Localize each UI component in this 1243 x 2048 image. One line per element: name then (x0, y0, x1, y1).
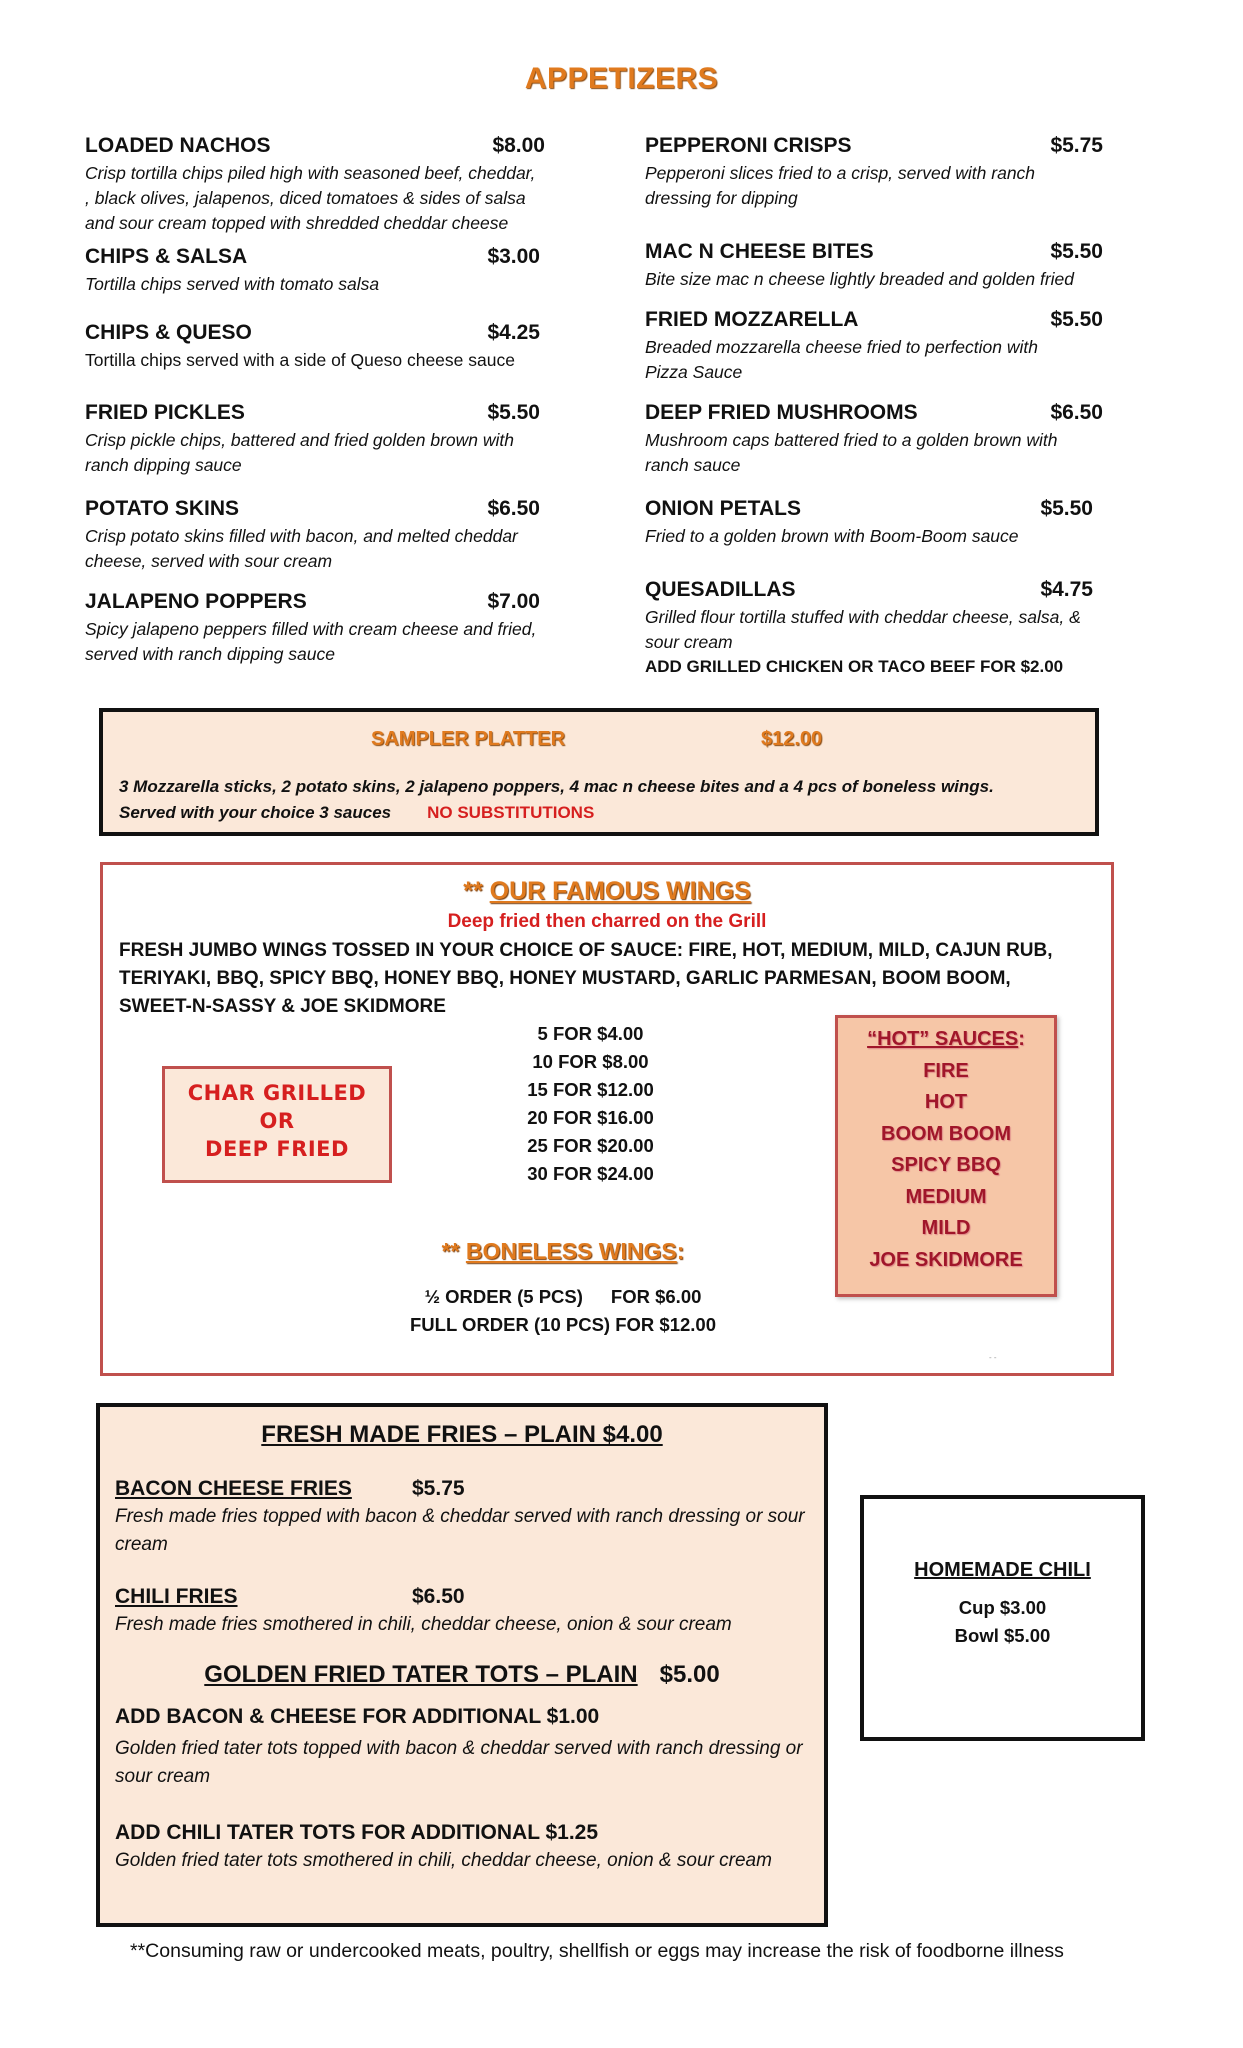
hot-sauce-item: FIRE (923, 1059, 969, 1082)
menu-item-deep-fried-mushrooms (645, 401, 1103, 478)
item-header (645, 308, 1103, 332)
sampler-description (119, 774, 1079, 826)
item-description: Tortilla chips served with a side of Queso cheese sauce (85, 350, 515, 370)
wings-price: 30 FOR $24.00 (527, 1163, 654, 1184)
item-name: QUESADILLAS (645, 578, 796, 601)
item-price: $7.00 (487, 590, 540, 613)
item-description: Fried to a golden brown with Boom-Boom sauce (645, 526, 1019, 546)
grill-option: DEEP FRIED (205, 1137, 349, 1161)
tater-tots-title: GOLDEN FRIED TATER TOTS – PLAIN (204, 1661, 638, 1688)
item-header (85, 245, 540, 269)
menu-item-loaded-nachos (85, 134, 545, 236)
fries-header: FRESH MADE FRIES – PLAIN $4.00 (261, 1421, 663, 1448)
boneless-wings-title (333, 1238, 793, 1265)
item-price: $5.50 (1050, 240, 1103, 263)
item-price: $5.75 (1050, 134, 1103, 157)
menu-item-fried-pickles (85, 401, 540, 478)
item-description: Grilled flour tortilla stuffed with cheddar cheese, salsa, & sour cream (645, 607, 1081, 652)
wings-price: 5 FOR $4.00 (537, 1023, 644, 1044)
menu-item-chips-queso (85, 321, 540, 373)
item-header (645, 578, 1103, 602)
wings-price-list (503, 1020, 678, 1188)
menu-item-pepperoni-crisps (645, 134, 1103, 211)
item-description: Spicy jalapeno peppers filled with cream cheese and fried, served with ranch dipping sauce (85, 619, 537, 664)
item-header (85, 590, 540, 614)
item-price: $5.75 (412, 1477, 465, 1500)
item-name: POTATO SKINS (85, 497, 240, 520)
item-name: LOADED NACHOS (85, 134, 271, 157)
hot-sauces-title-text: “HOT” SAUCES (867, 1028, 1019, 1050)
menu-item-mac-n-cheese-bites (645, 240, 1103, 292)
item-name: CHILI FRIES (115, 1585, 238, 1608)
wings-price: 20 FOR $16.00 (527, 1107, 654, 1128)
wings-sauce-list: FRESH JUMBO WINGS TOSSED IN YOUR CHOICE OF SAUCE: FIRE, HOT, MEDIUM, MILD, CAJUN RUB, TERIYAKI, BBQ, SPICY BBQ, HONEY BBQ, HONEY MUSTARD, GARLIC PARMESAN, BOOM BOOM, SWEET-N-SASSY & JOE SKIDMORE (119, 940, 1053, 1017)
item-price: $6.50 (412, 1585, 465, 1608)
item-description: Crisp tortilla chips piled high with seasoned beef, cheddar, , black olives, jalapenos, diced tomatoes & sides of salsa and sour cream topped with shredded cheddar cheese (85, 163, 536, 233)
item-name: FRIED MOZZARELLA (645, 308, 859, 331)
item-header (85, 401, 540, 425)
tater-tots-price: $5.00 (659, 1661, 720, 1688)
item-name: ONION PETALS (645, 497, 801, 520)
item-description: Crisp potato skins filled with bacon, and melted cheddar cheese, served with sour cream (85, 526, 518, 571)
grill-option: CHAR GRILLED (187, 1081, 367, 1105)
hot-sauce-item: MILD (921, 1217, 971, 1239)
hot-sauce-item: SPICY BBQ (891, 1154, 1001, 1176)
item-header (85, 497, 540, 521)
hot-sauces-colon: : (1018, 1028, 1025, 1050)
boneless-title-text: BONELESS WINGS (465, 1238, 677, 1264)
homemade-chili-box (860, 1495, 1145, 1741)
item-name: DEEP FRIED MUSHROOMS (645, 401, 918, 424)
addon-title: ADD CHILI TATER TOTS FOR ADDITIONAL $1.25 (115, 1821, 599, 1844)
hot-sauce-item: MEDIUM (905, 1185, 987, 1208)
add-chili-tots (115, 1821, 805, 1875)
grill-option: OR (259, 1109, 295, 1133)
item-price: $4.75 (1040, 578, 1093, 601)
wings-title-stars: ** (463, 877, 490, 905)
wings-subtitle: Deep fried then charred on the Grill (447, 911, 767, 932)
item-name: JALAPENO POPPERS (85, 590, 307, 613)
item-description: Breaded mozzarella cheese fried to perfection with Pizza Sauce (645, 337, 1038, 382)
boneless-full-order: FULL ORDER (10 PCS) FOR $12.00 (409, 1314, 716, 1335)
item-price: $5.50 (1050, 308, 1103, 331)
addon-description: Golden fried tater tots smothered in chili, cheddar cheese, onion & sour cream (115, 1850, 772, 1871)
chili-cup-price: Cup $3.00 (958, 1597, 1047, 1618)
item-price: $3.00 (487, 245, 540, 268)
tater-tots-header (100, 1661, 824, 1689)
item-name: CHIPS & QUESO (85, 321, 252, 344)
item-price: $4.25 (487, 321, 540, 344)
menu-item-potato-skins (85, 497, 540, 574)
item-description: Mushroom caps battered fried to a golden brown with ranch sauce (645, 430, 1058, 475)
wings-title-text: OUR FAMOUS WINGS (489, 877, 751, 905)
food-safety-disclaimer: **Consuming raw or undercooked meats, poultry, shellfish or eggs may increase the risk of foodborne illness (130, 1940, 1064, 1962)
item-name: BACON CHEESE FRIES (115, 1477, 352, 1500)
boneless-half-order (383, 1283, 743, 1311)
item-header (645, 401, 1103, 425)
tiny-mark: - - (989, 1353, 997, 1362)
sampler-name: SAMPLER PLATTER (371, 728, 566, 750)
item-name: PEPPERONI CRISPS (645, 134, 852, 157)
wings-price: 25 FOR $20.00 (527, 1135, 654, 1156)
half-order-label: ½ ORDER (5 PCS) (424, 1286, 583, 1307)
item-description: Bite size mac n cheese lightly breaded and golden fried (645, 269, 1075, 289)
item-header (645, 240, 1103, 264)
item-description: Tortilla chips served with tomato salsa (85, 274, 380, 294)
chili-bowl-price: Bowl $5.00 (954, 1625, 1051, 1646)
menu-item-quesadillas (645, 578, 1103, 677)
menu-item-fried-mozzarella (645, 308, 1103, 385)
sampler-platter-box (99, 708, 1099, 836)
chili-title: HOMEMADE CHILI (914, 1559, 1091, 1581)
hot-sauce-item: JOE SKIDMORE (869, 1248, 1023, 1271)
sampler-sauce-note: Served with your choice 3 sauces (119, 803, 392, 822)
half-order-price: FOR $6.00 (610, 1286, 702, 1307)
chili-fries (115, 1585, 805, 1639)
menu-item-jalapeno-poppers (85, 590, 540, 667)
wings-title (103, 877, 1111, 906)
wings-price: 10 FOR $8.00 (532, 1051, 649, 1072)
item-price: $5.50 (1040, 497, 1093, 520)
item-header (645, 497, 1103, 521)
item-header (115, 1477, 805, 1501)
hot-sauces-box (835, 1015, 1057, 1297)
sampler-desc-line1: 3 Mozzarella sticks, 2 potato skins, 2 jalapeno poppers, 4 mac n cheese bites and a 4 pcs of boneless wings. (119, 777, 994, 796)
bacon-cheese-fries (115, 1477, 805, 1559)
page-title: APPETIZERS (524, 62, 719, 95)
item-name: FRIED PICKLES (85, 401, 245, 424)
boneless-stars: ** (441, 1238, 466, 1264)
boneless-prices (383, 1283, 743, 1339)
addon-description: Golden fried tater tots topped with bacon & cheddar served with ranch dressing or sour cream (115, 1738, 803, 1787)
item-description: Pepperoni slices fried to a crisp, served with ranch dressing for dipping (645, 163, 1036, 208)
item-addon: ADD GRILLED CHICKEN OR TACO BEEF FOR $2.00 (645, 657, 1064, 676)
chili-prices (864, 1594, 1141, 1650)
item-description: Fresh made fries smothered in chili, cheddar cheese, onion & sour cream (115, 1614, 732, 1635)
item-name: CHIPS & SALSA (85, 245, 248, 268)
item-header (115, 1585, 805, 1609)
item-price: $8.00 (492, 134, 545, 157)
item-price: $6.50 (1050, 401, 1103, 424)
add-bacon-cheese-tots (115, 1705, 805, 1791)
wings-price: 15 FOR $12.00 (527, 1079, 654, 1100)
no-substitutions-note: NO SUBSTITUTIONS (427, 803, 595, 822)
hot-sauce-item: BOOM BOOM (881, 1122, 1011, 1145)
item-price: $5.50 (487, 401, 540, 424)
item-price: $6.50 (487, 497, 540, 520)
sampler-desc-line2 (119, 800, 1079, 826)
hot-sauce-item: HOT (924, 1091, 968, 1113)
hot-sauces-title (838, 1024, 1054, 1056)
item-description: Fresh made fries topped with bacon & cheddar served with ranch dressing or sour cream (115, 1506, 805, 1555)
fries-section (96, 1403, 828, 1927)
wings-section (100, 862, 1114, 1376)
boneless-colon: : (676, 1238, 685, 1264)
item-description: Crisp pickle chips, battered and fried golden brown with ranch dipping sauce (85, 430, 514, 475)
item-header (645, 134, 1103, 158)
item-header (85, 321, 540, 345)
item-header (85, 134, 545, 158)
addon-title: ADD BACON & CHEESE FOR ADDITIONAL $1.00 (115, 1705, 600, 1728)
grill-option-box (162, 1066, 392, 1183)
menu-item-chips-salsa (85, 245, 540, 297)
menu-item-onion-petals (645, 497, 1103, 549)
sampler-price: $12.00 (761, 728, 823, 750)
item-name: MAC N CHEESE BITES (645, 240, 874, 263)
